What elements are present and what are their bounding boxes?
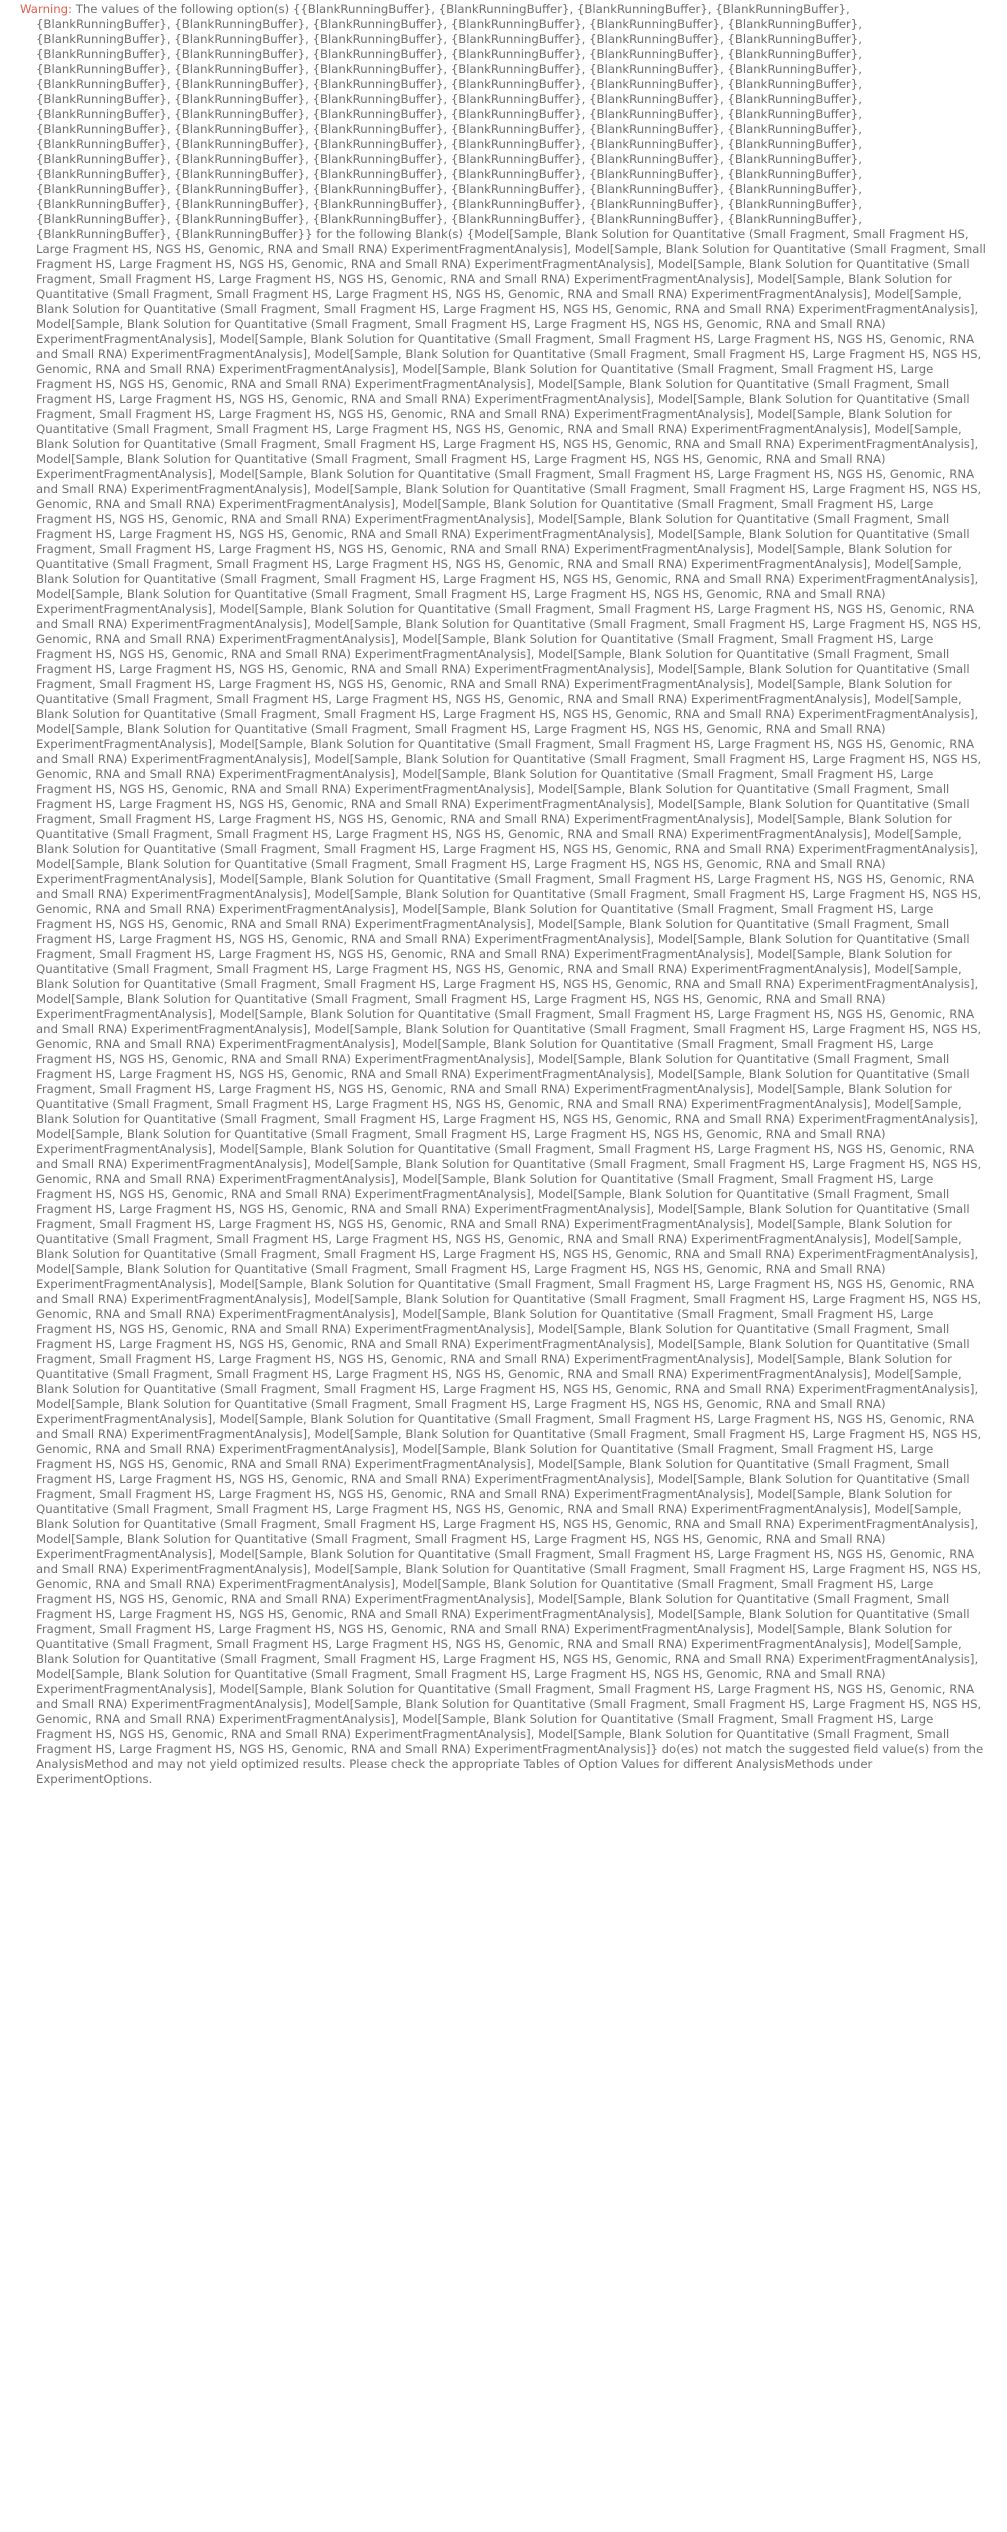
option-item: {BlankRunningBuffer}, bbox=[589, 137, 728, 151]
option-item: {BlankRunningBuffer}, bbox=[312, 212, 451, 226]
model-item: Model[Sample, Blank Solution for Quantitative (Small Fragment, Small Fragment HS, Large Fragment HS, NGS HS, Genomic, RNA and Small RNA) ExperimentFragmentAnalysis], bbox=[36, 752, 982, 781]
option-item: {BlankRunningBuffer}, bbox=[727, 17, 862, 31]
option-item: {BlankRunningBuffer}, bbox=[312, 197, 451, 211]
model-item: Model[Sample, Blank Solution for Quantitative (Small Fragment, Small Fragment HS, Large Fragment HS, NGS HS, Genomic, RNA and Small RNA) ExperimentFragmentAnalysis], bbox=[36, 1502, 979, 1531]
model-item: Model[Sample, Blank Solution for Quantitative (Small Fragment, Small Fragment HS, Large Fragment HS, NGS HS, Genomic, RNA and Small RNA) ExperimentFragmentAnalysis], bbox=[36, 887, 982, 916]
option-item: {BlankRunningBuffer}, bbox=[589, 197, 728, 211]
model-item: Model[Sample, Blank Solution for Quantitative (Small Fragment, Small Fragment HS, Large Fragment HS, NGS HS, Genomic, RNA and Small RNA) ExperimentFragmentAnalysis], bbox=[36, 227, 969, 256]
option-item: {BlankRunningBuffer}, bbox=[438, 2, 577, 16]
model-item: Model[Sample, Blank Solution for Quantitative (Small Fragment, Small Fragment HS, Large Fragment HS, NGS HS, Genomic, RNA and Small RNA) ExperimentFragmentAnalysis], bbox=[36, 1172, 934, 1201]
option-item: {BlankRunningBuffer}, bbox=[36, 152, 175, 166]
model-item: Model[Sample, Blank Solution for Quantitative (Small Fragment, Small Fragment HS, Large Fragment HS, NGS HS, Genomic, RNA and Small RNA) ExperimentFragmentAnalysis], bbox=[36, 497, 934, 526]
model-item: Model[Sample, Blank Solution for Quantitative (Small Fragment, Small Fragment HS, Large Fragment HS, NGS HS, Genomic, RNA and Small RNA) ExperimentFragmentAnalysis], bbox=[36, 1487, 952, 1516]
model-item: Model[Sample, Blank Solution for Quantitative (Small Fragment, Small Fragment HS, Large Fragment HS, NGS HS, Genomic, RNA and Small RNA) ExperimentFragmentAnalysis], bbox=[36, 1397, 886, 1426]
model-item: Model[Sample, Blank Solution for Quantitative (Small Fragment, Small Fragment HS, Large Fragment HS, NGS HS, Genomic, RNA and Small RNA) ExperimentFragmentAnalysis], bbox=[36, 722, 886, 751]
option-item: {BlankRunningBuffer}, bbox=[715, 2, 850, 16]
model-item: Model[Sample, Blank Solution for Quantitative (Small Fragment, Small Fragment HS, Large Fragment HS, NGS HS, Genomic, RNA and Small RNA) ExperimentFragmentAnalysis], bbox=[36, 992, 886, 1021]
model-item: Model[Sample, Blank Solution for Quantitative (Small Fragment, Small Fragment HS, Large Fragment HS, NGS HS, Genomic, RNA and Small RNA) ExperimentFragmentAnalysis], bbox=[36, 1367, 979, 1396]
model-item: Model[Sample, Blank Solution for Quantitative (Small Fragment, Small Fragment HS, Large Fragment HS, NGS HS, Genomic, RNA and Small RNA) ExperimentFragmentAnalysis], bbox=[36, 602, 975, 631]
model-item: Model[Sample, Blank Solution for Quantitative (Small Fragment, Small Fragment HS, Large Fragment HS, NGS HS, Genomic, RNA and Small RNA) ExperimentFragmentAnalysis], bbox=[36, 542, 952, 571]
option-item: {BlankRunningBuffer}, bbox=[576, 2, 716, 16]
model-item: Model[Sample, Blank Solution for Quantitative (Small Fragment, Small Fragment HS, Large Fragment HS, NGS HS, Genomic, RNA and Small RNA) ExperimentFragmentAnalysis], bbox=[36, 1337, 970, 1366]
option-item: {BlankRunningBuffer}, bbox=[312, 17, 451, 31]
warning-label: Warning: bbox=[20, 2, 72, 16]
model-item: Model[Sample, Blank Solution for Quantitative (Small Fragment, Small Fragment HS, Large Fragment HS, NGS HS, Genomic, RNA and Small RNA) ExperimentFragmentAnalysis], bbox=[36, 512, 950, 541]
closing-text: } do(es) not match the suggested field value(s) from the AnalysisMethod and may not yield optimized results. Please check the appropriate Tables of Option Values for different AnalysisMethods under ExperimentOptions. bbox=[36, 1742, 984, 1786]
option-item: {BlankRunningBuffer}, bbox=[589, 77, 728, 91]
option-item: {BlankRunningBuffer}, bbox=[36, 137, 175, 151]
option-item: {BlankRunningBuffer}, bbox=[727, 122, 862, 136]
option-item: {BlankRunningBuffer}, bbox=[589, 32, 728, 46]
model-item: Model[Sample, Blank Solution for Quantitative (Small Fragment, Small Fragment HS, Large Fragment HS, NGS HS, Genomic, RNA and Small RNA) ExperimentFragmentAnalysis], bbox=[36, 1682, 975, 1711]
model-item: Model[Sample, Blank Solution for Quantitative (Small Fragment, Small Fragment HS, Large Fragment HS, NGS HS, Genomic, RNA and Small RNA) ExperimentFragmentAnalysis], bbox=[36, 812, 952, 841]
model-item: Model[Sample, Blank Solution for Quantitative (Small Fragment, Small Fragment HS, Large Fragment HS, NGS HS, Genomic, RNA and Small RNA) ExperimentFragmentAnalysis], bbox=[36, 452, 886, 481]
option-item: {BlankRunningBuffer}, bbox=[450, 197, 590, 211]
model-item: Model[Sample, Blank Solution for Quantitative (Small Fragment, Small Fragment HS, Large Fragment HS, NGS HS, Genomic, RNA and Small RNA) ExperimentFragmentAnalysis], bbox=[36, 1712, 934, 1741]
option-item: {BlankRunningBuffer}, bbox=[174, 137, 313, 151]
model-item: Model[Sample, Blank Solution for Quantitative (Small Fragment, Small Fragment HS, Large Fragment HS, NGS HS, Genomic, RNA and Small RNA) ExperimentFragmentAnalysis], bbox=[36, 962, 979, 991]
model-item: Model[Sample, Blank Solution for Quantitative (Small Fragment, Small Fragment HS, Large Fragment HS, NGS HS, Genomic, RNA and Small RNA) ExperimentFragmentAnalysis] bbox=[36, 1727, 950, 1756]
option-item: {BlankRunningBuffer}, bbox=[36, 227, 175, 241]
model-item: Model[Sample, Blank Solution for Quantitative (Small Fragment, Small Fragment HS, Large Fragment HS, NGS HS, Genomic, RNA and Small RNA) ExperimentFragmentAnalysis], bbox=[36, 1592, 950, 1621]
model-item: Model[Sample, Blank Solution for Quantitative (Small Fragment, Small Fragment HS, Large Fragment HS, NGS HS, Genomic, RNA and Small RNA) ExperimentFragmentAnalysis], bbox=[36, 1142, 975, 1171]
model-item: Model[Sample, Blank Solution for Quantitative (Small Fragment, Small Fragment HS, Large Fragment HS, NGS HS, Genomic, RNA and Small RNA) ExperimentFragmentAnalysis], bbox=[36, 947, 952, 976]
model-item: Model[Sample, Blank Solution for Quantitative (Small Fragment, Small Fragment HS, Large Fragment HS, NGS HS, Genomic, RNA and Small RNA) ExperimentFragmentAnalysis], bbox=[36, 1577, 934, 1606]
model-item: Model[Sample, Blank Solution for Quantitative (Small Fragment, Small Fragment HS, Large Fragment HS, NGS HS, Genomic, RNA and Small RNA) ExperimentFragmentAnalysis], bbox=[36, 797, 970, 826]
option-item: {BlankRunningBuffer}, bbox=[589, 167, 728, 181]
model-item: Model[Sample, Blank Solution for Quantitative (Small Fragment, Small Fragment HS, Large Fragment HS, NGS HS, Genomic, RNA and Small RNA) ExperimentFragmentAnalysis], bbox=[36, 827, 979, 856]
model-item: Model[Sample, Blank Solution for Quantitative (Small Fragment, Small Fragment HS, Large Fragment HS, NGS HS, Genomic, RNA and Small RNA) ExperimentFragmentAnalysis], bbox=[36, 1082, 952, 1111]
model-item: Model[Sample, Blank Solution for Quantitative (Small Fragment, Small Fragment HS, Large Fragment HS, NGS HS, Genomic, RNA and Small RNA) ExperimentFragmentAnalysis], bbox=[36, 932, 970, 961]
model-item: Model[Sample, Blank Solution for Quantitative (Small Fragment, Small Fragment HS, Large Fragment HS, NGS HS, Genomic, RNA and Small RNA) ExperimentFragmentAnalysis], bbox=[36, 1667, 886, 1696]
model-item: Model[Sample, Blank Solution for Quantitative (Small Fragment, Small Fragment HS, Large Fragment HS, NGS HS, Genomic, RNA and Small RNA) ExperimentFragmentAnalysis], bbox=[36, 257, 970, 286]
model-item: Model[Sample, Blank Solution for Quantitative (Small Fragment, Small Fragment HS, Large Fragment HS, NGS HS, Genomic, RNA and Small RNA) ExperimentFragmentAnalysis], bbox=[36, 1097, 979, 1126]
option-item: {BlankRunningBuffer}, bbox=[312, 32, 451, 46]
option-item: {BlankRunningBuffer}, bbox=[450, 17, 590, 31]
option-item: {BlankRunningBuffer}, bbox=[450, 182, 590, 196]
model-item: Model[Sample, Blank Solution for Quantitative (Small Fragment, Small Fragment HS, Large Fragment HS, NGS HS, Genomic, RNA and Small RNA) ExperimentFragmentAnalysis], bbox=[36, 1562, 982, 1591]
model-item: Model[Sample, Blank Solution for Quantitative (Small Fragment, Small Fragment HS, Large Fragment HS, NGS HS, Genomic, RNA and Small RNA) ExperimentFragmentAnalysis], bbox=[36, 692, 979, 721]
option-item: {BlankRunningBuffer}, bbox=[450, 107, 590, 121]
option-item: {BlankRunningBuffer}, bbox=[312, 47, 451, 61]
option-item: {BlankRunningBuffer}, bbox=[36, 182, 175, 196]
model-item: Model[Sample, Blank Solution for Quantitative (Small Fragment, Small Fragment HS, Large Fragment HS, NGS HS, Genomic, RNA and Small RNA) ExperimentFragmentAnalysis], bbox=[36, 467, 975, 496]
option-item: {BlankRunningBuffer}, bbox=[36, 62, 175, 76]
blank-prefix: Blank(s) { bbox=[415, 227, 475, 241]
option-item: {BlankRunningBuffer}, bbox=[300, 2, 439, 16]
option-item: {BlankRunningBuffer}, bbox=[174, 77, 313, 91]
model-item: Model[Sample, Blank Solution for Quantitative (Small Fragment, Small Fragment HS, Large Fragment HS, NGS HS, Genomic, RNA and Small RNA) ExperimentFragmentAnalysis], bbox=[36, 1067, 970, 1096]
model-item: Model[Sample, Blank Solution for Quantitative (Small Fragment, Small Fragment HS, Large Fragment HS, NGS HS, Genomic, RNA and Small RNA) ExperimentFragmentAnalysis], bbox=[36, 242, 986, 271]
model-item: Model[Sample, Blank Solution for Quantitative (Small Fragment, Small Fragment HS, Large Fragment HS, NGS HS, Genomic, RNA and Small RNA) ExperimentFragmentAnalysis], bbox=[36, 332, 975, 361]
option-item: {BlankRunningBuffer}, bbox=[36, 17, 175, 31]
model-item: Model[Sample, Blank Solution for Quantitative (Small Fragment, Small Fragment HS, Large Fragment HS, NGS HS, Genomic, RNA and Small RNA) ExperimentFragmentAnalysis], bbox=[36, 917, 950, 946]
model-item: Model[Sample, Blank Solution for Quantitative (Small Fragment, Small Fragment HS, Large Fragment HS, NGS HS, Genomic, RNA and Small RNA) ExperimentFragmentAnalysis], bbox=[36, 1352, 952, 1381]
model-item: Model[Sample, Blank Solution for Quantitative (Small Fragment, Small Fragment HS, Large Fragment HS, NGS HS, Genomic, RNA and Small RNA) ExperimentFragmentAnalysis], bbox=[36, 1007, 975, 1036]
model-item: Model[Sample, Blank Solution for Quantitative (Small Fragment, Small Fragment HS, Large Fragment HS, NGS HS, Genomic, RNA and Small RNA) ExperimentFragmentAnalysis], bbox=[36, 377, 950, 406]
model-item: Model[Sample, Blank Solution for Quantitative (Small Fragment, Small Fragment HS, Large Fragment HS, NGS HS, Genomic, RNA and Small RNA) ExperimentFragmentAnalysis], bbox=[36, 1412, 975, 1441]
option-item: {BlankRunningBuffer}, bbox=[36, 77, 175, 91]
model-item: Model[Sample, Blank Solution for Quantitative (Small Fragment, Small Fragment HS, Large Fragment HS, NGS HS, Genomic, RNA and Small RNA) ExperimentFragmentAnalysis], bbox=[36, 1457, 950, 1486]
option-item: {BlankRunningBuffer}, bbox=[312, 167, 451, 181]
option-item: {BlankRunningBuffer}, bbox=[450, 92, 590, 106]
option-item: {BlankRunningBuffer}, bbox=[450, 62, 590, 76]
option-item: {BlankRunningBuffer}, bbox=[174, 107, 313, 121]
option-list-close: } for the following bbox=[305, 227, 412, 241]
option-item: {BlankRunningBuffer}, bbox=[174, 152, 313, 166]
option-item: {BlankRunningBuffer}, bbox=[312, 137, 451, 151]
model-item: Model[Sample, Blank Solution for Quantitative (Small Fragment, Small Fragment HS, Large Fragment HS, NGS HS, Genomic, RNA and Small RNA) ExperimentFragmentAnalysis], bbox=[36, 767, 934, 796]
model-item: Model[Sample, Blank Solution for Quantitative (Small Fragment, Small Fragment HS, Large Fragment HS, NGS HS, Genomic, RNA and Small RNA) ExperimentFragmentAnalysis], bbox=[36, 1307, 934, 1336]
option-item: {BlankRunningBuffer}, bbox=[174, 122, 313, 136]
option-item: {BlankRunningBuffer}, bbox=[312, 62, 451, 76]
model-item: Model[Sample, Blank Solution for Quantitative (Small Fragment, Small Fragment HS, Large Fragment HS, NGS HS, Genomic, RNA and Small RNA) ExperimentFragmentAnalysis], bbox=[36, 1607, 970, 1636]
model-item: Model[Sample, Blank Solution for Quantitative (Small Fragment, Small Fragment HS, Large Fragment HS, NGS HS, Genomic, RNA and Small RNA) ExperimentFragmentAnalysis], bbox=[36, 392, 970, 421]
option-item: {BlankRunningBuffer}, bbox=[727, 62, 862, 76]
option-item: {BlankRunningBuffer}, bbox=[727, 107, 862, 121]
model-item: Model[Sample, Blank Solution for Quantitative (Small Fragment, Small Fragment HS, Large Fragment HS, NGS HS, Genomic, RNA and Small RNA) ExperimentFragmentAnalysis], bbox=[36, 857, 886, 886]
option-item: {BlankRunningBuffer}, bbox=[589, 62, 728, 76]
option-item: {BlankRunningBuffer}, bbox=[727, 47, 862, 61]
option-item: {BlankRunningBuffer}, bbox=[450, 152, 590, 166]
model-item: Model[Sample, Blank Solution for Quantitative (Small Fragment, Small Fragment HS, Large Fragment HS, NGS HS, Genomic, RNA and Small RNA) ExperimentFragmentAnalysis], bbox=[36, 677, 952, 706]
option-item: {BlankRunningBuffer}, bbox=[727, 167, 862, 181]
option-item: {BlankRunningBuffer}, bbox=[727, 197, 862, 211]
option-item: {BlankRunningBuffer}, bbox=[589, 212, 728, 226]
model-item: Model[Sample, Blank Solution for Quantitative (Small Fragment, Small Fragment HS, Large Fragment HS, NGS HS, Genomic, RNA and Small RNA) ExperimentFragmentAnalysis], bbox=[36, 587, 886, 616]
option-item: {BlankRunningBuffer}, bbox=[174, 32, 313, 46]
model-item: Model[Sample, Blank Solution for Quantitative (Small Fragment, Small Fragment HS, Large Fragment HS, NGS HS, Genomic, RNA and Small RNA) ExperimentFragmentAnalysis], bbox=[36, 662, 970, 691]
model-item: Model[Sample, Blank Solution for Quantitative (Small Fragment, Small Fragment HS, Large Fragment HS, NGS HS, Genomic, RNA and Small RNA) ExperimentFragmentAnalysis], bbox=[36, 1472, 970, 1501]
option-item: {BlankRunningBuffer}, bbox=[312, 122, 451, 136]
option-item: {BlankRunningBuffer}, bbox=[727, 77, 862, 91]
option-item: {BlankRunningBuffer}, bbox=[312, 77, 451, 91]
model-item: Model[Sample, Blank Solution for Quantitative (Small Fragment, Small Fragment HS, Large Fragment HS, NGS HS, Genomic, RNA and Small RNA) ExperimentFragmentAnalysis], bbox=[36, 1037, 934, 1066]
model-item: Model[Sample, Blank Solution for Quantitative (Small Fragment, Small Fragment HS, Large Fragment HS, NGS HS, Genomic, RNA and Small RNA) ExperimentFragmentAnalysis], bbox=[36, 647, 950, 676]
model-item: Model[Sample, Blank Solution for Quantitative (Small Fragment, Small Fragment HS, Large Fragment HS, NGS HS, Genomic, RNA and Small RNA) ExperimentFragmentAnalysis], bbox=[36, 617, 982, 646]
option-item: {BlankRunningBuffer}, bbox=[450, 32, 590, 46]
option-item: {BlankRunningBuffer}, bbox=[312, 152, 451, 166]
model-item: Model[Sample, Blank Solution for Quantitative (Small Fragment, Small Fragment HS, Large Fragment HS, NGS HS, Genomic, RNA and Small RNA) ExperimentFragmentAnalysis], bbox=[36, 527, 970, 556]
model-list bbox=[36, 227, 986, 1756]
option-item: {BlankRunningBuffer}, bbox=[589, 107, 728, 121]
option-item: {BlankRunningBuffer}, bbox=[174, 197, 313, 211]
model-item: Model[Sample, Blank Solution for Quantitative (Small Fragment, Small Fragment HS, Large Fragment HS, NGS HS, Genomic, RNA and Small RNA) ExperimentFragmentAnalysis], bbox=[36, 902, 934, 931]
model-item: Model[Sample, Blank Solution for Quantitative (Small Fragment, Small Fragment HS, Large Fragment HS, NGS HS, Genomic, RNA and Small RNA) ExperimentFragmentAnalysis], bbox=[36, 1187, 950, 1216]
option-item: {BlankRunningBuffer}, bbox=[36, 107, 175, 121]
option-item: {BlankRunningBuffer}, bbox=[589, 47, 728, 61]
model-item: Model[Sample, Blank Solution for Quantitative (Small Fragment, Small Fragment HS, Large Fragment HS, NGS HS, Genomic, RNA and Small RNA) ExperimentFragmentAnalysis], bbox=[36, 1292, 982, 1321]
model-item: Model[Sample, Blank Solution for Quantitative (Small Fragment, Small Fragment HS, Large Fragment HS, NGS HS, Genomic, RNA and Small RNA) ExperimentFragmentAnalysis], bbox=[36, 1277, 975, 1306]
option-item: {BlankRunningBuffer}, bbox=[36, 167, 175, 181]
model-item: Model[Sample, Blank Solution for Quantitative (Small Fragment, Small Fragment HS, Large Fragment HS, NGS HS, Genomic, RNA and Small RNA) ExperimentFragmentAnalysis], bbox=[36, 1127, 886, 1156]
option-item: {BlankRunningBuffer}, bbox=[174, 62, 313, 76]
model-item: Model[Sample, Blank Solution for Quantitative (Small Fragment, Small Fragment HS, Large Fragment HS, NGS HS, Genomic, RNA and Small RNA) ExperimentFragmentAnalysis], bbox=[36, 557, 979, 586]
option-item: {BlankRunningBuffer}, bbox=[450, 167, 590, 181]
model-item: Model[Sample, Blank Solution for Quantitative (Small Fragment, Small Fragment HS, Large Fragment HS, NGS HS, Genomic, RNA and Small RNA) ExperimentFragmentAnalysis], bbox=[36, 1202, 970, 1231]
model-item: Model[Sample, Blank Solution for Quantitative (Small Fragment, Small Fragment HS, Large Fragment HS, NGS HS, Genomic, RNA and Small RNA) ExperimentFragmentAnalysis], bbox=[36, 782, 950, 811]
option-item: {BlankRunningBuffer}, bbox=[36, 32, 175, 46]
model-item: Model[Sample, Blank Solution for Quantitative (Small Fragment, Small Fragment HS, Large Fragment HS, NGS HS, Genomic, RNA and Small RNA) ExperimentFragmentAnalysis], bbox=[36, 1022, 982, 1051]
option-item: {BlankRunningBuffer}, bbox=[589, 122, 728, 136]
model-item: Model[Sample, Blank Solution for Quantitative (Small Fragment, Small Fragment HS, Large Fragment HS, NGS HS, Genomic, RNA and Small RNA) ExperimentFragmentAnalysis], bbox=[36, 287, 979, 316]
model-item: Model[Sample, Blank Solution for Quantitative (Small Fragment, Small Fragment HS, Large Fragment HS, NGS HS, Genomic, RNA and Small RNA) ExperimentFragmentAnalysis], bbox=[36, 1547, 975, 1576]
model-item: Model[Sample, Blank Solution for Quantitative (Small Fragment, Small Fragment HS, Large Fragment HS, NGS HS, Genomic, RNA and Small RNA) ExperimentFragmentAnalysis], bbox=[36, 1262, 886, 1291]
option-item: {BlankRunningBuffer}, bbox=[36, 212, 175, 226]
option-item: {BlankRunningBuffer}, bbox=[174, 17, 313, 31]
option-item: {BlankRunningBuffer}, bbox=[727, 137, 862, 151]
option-item: {BlankRunningBuffer}, bbox=[727, 182, 862, 196]
option-item: {BlankRunningBuffer}, bbox=[174, 47, 313, 61]
model-item: Model[Sample, Blank Solution for Quantitative (Small Fragment, Small Fragment HS, Large Fragment HS, NGS HS, Genomic, RNA and Small RNA) ExperimentFragmentAnalysis], bbox=[36, 1622, 952, 1651]
model-item: Model[Sample, Blank Solution for Quantitative (Small Fragment, Small Fragment HS, Large Fragment HS, NGS HS, Genomic, RNA and Small RNA) ExperimentFragmentAnalysis], bbox=[36, 1157, 982, 1186]
option-item: {BlankRunningBuffer}, bbox=[36, 47, 175, 61]
model-item: Model[Sample, Blank Solution for Quantitative (Small Fragment, Small Fragment HS, Large Fragment HS, NGS HS, Genomic, RNA and Small RNA) ExperimentFragmentAnalysis], bbox=[36, 317, 886, 346]
option-item: {BlankRunningBuffer}, bbox=[727, 212, 862, 226]
option-item: {BlankRunningBuffer}, bbox=[589, 152, 728, 166]
model-item: Model[Sample, Blank Solution for Quantitative (Small Fragment, Small Fragment HS, Large Fragment HS, NGS HS, Genomic, RNA and Small RNA) ExperimentFragmentAnalysis], bbox=[36, 1637, 979, 1666]
model-item: Model[Sample, Blank Solution for Quantitative (Small Fragment, Small Fragment HS, Large Fragment HS, NGS HS, Genomic, RNA and Small RNA) ExperimentFragmentAnalysis], bbox=[36, 1052, 950, 1081]
model-item: Model[Sample, Blank Solution for Quantitative (Small Fragment, Small Fragment HS, Large Fragment HS, NGS HS, Genomic, RNA and Small RNA) ExperimentFragmentAnalysis], bbox=[36, 362, 934, 391]
model-item: Model[Sample, Blank Solution for Quantitative (Small Fragment, Small Fragment HS, Large Fragment HS, NGS HS, Genomic, RNA and Small RNA) ExperimentFragmentAnalysis], bbox=[36, 1232, 979, 1261]
model-item: Model[Sample, Blank Solution for Quantitative (Small Fragment, Small Fragment HS, Large Fragment HS, NGS HS, Genomic, RNA and Small RNA) ExperimentFragmentAnalysis], bbox=[36, 1217, 952, 1246]
option-list bbox=[36, 2, 862, 241]
warning-intro: The values of the following option(s) { bbox=[75, 2, 301, 16]
model-item: Model[Sample, Blank Solution for Quantitative (Small Fragment, Small Fragment HS, Large Fragment HS, NGS HS, Genomic, RNA and Small RNA) ExperimentFragmentAnalysis], bbox=[36, 632, 934, 661]
model-item: Model[Sample, Blank Solution for Quantitative (Small Fragment, Small Fragment HS, Large Fragment HS, NGS HS, Genomic, RNA and Small RNA) ExperimentFragmentAnalysis], bbox=[36, 347, 982, 376]
option-item: {BlankRunningBuffer}, bbox=[450, 47, 590, 61]
option-item: {BlankRunningBuffer}, bbox=[727, 32, 862, 46]
model-item: Model[Sample, Blank Solution for Quantitative (Small Fragment, Small Fragment HS, Large Fragment HS, NGS HS, Genomic, RNA and Small RNA) ExperimentFragmentAnalysis], bbox=[36, 872, 975, 901]
warning-paragraph bbox=[20, 2, 987, 1787]
option-item: {BlankRunningBuffer}, bbox=[36, 197, 175, 211]
option-item: {BlankRunningBuffer}, bbox=[174, 212, 313, 226]
model-item: Model[Sample, Blank Solution for Quantitative (Small Fragment, Small Fragment HS, Large Fragment HS, NGS HS, Genomic, RNA and Small RNA) ExperimentFragmentAnalysis], bbox=[36, 272, 952, 301]
option-item: {BlankRunningBuffer}, bbox=[450, 122, 590, 136]
option-item: {BlankRunningBuffer}, bbox=[36, 122, 175, 136]
option-item: {BlankRunningBuffer}, bbox=[36, 92, 175, 106]
model-item: Model[Sample, Blank Solution for Quantitative (Small Fragment, Small Fragment HS, Large Fragment HS, NGS HS, Genomic, RNA and Small RNA) ExperimentFragmentAnalysis], bbox=[36, 407, 952, 436]
model-item: Model[Sample, Blank Solution for Quantitative (Small Fragment, Small Fragment HS, Large Fragment HS, NGS HS, Genomic, RNA and Small RNA) ExperimentFragmentAnalysis], bbox=[36, 1532, 886, 1561]
option-item: {BlankRunningBuffer}, bbox=[589, 92, 728, 106]
model-item: Model[Sample, Blank Solution for Quantitative (Small Fragment, Small Fragment HS, Large Fragment HS, NGS HS, Genomic, RNA and Small RNA) ExperimentFragmentAnalysis], bbox=[36, 1322, 950, 1351]
option-item: {BlankRunningBuffer}, bbox=[174, 167, 313, 181]
model-item: Model[Sample, Blank Solution for Quantitative (Small Fragment, Small Fragment HS, Large Fragment HS, NGS HS, Genomic, RNA and Small RNA) ExperimentFragmentAnalysis], bbox=[36, 482, 982, 511]
option-item: {BlankRunningBuffer}, bbox=[450, 77, 590, 91]
model-item: Model[Sample, Blank Solution for Quantitative (Small Fragment, Small Fragment HS, Large Fragment HS, NGS HS, Genomic, RNA and Small RNA) ExperimentFragmentAnalysis], bbox=[36, 422, 979, 451]
option-item: {BlankRunningBuffer}, bbox=[589, 17, 728, 31]
model-item: Model[Sample, Blank Solution for Quantitative (Small Fragment, Small Fragment HS, Large Fragment HS, NGS HS, Genomic, RNA and Small RNA) ExperimentFragmentAnalysis], bbox=[36, 737, 975, 766]
model-item: Model[Sample, Blank Solution for Quantitative (Small Fragment, Small Fragment HS, Large Fragment HS, NGS HS, Genomic, RNA and Small RNA) ExperimentFragmentAnalysis], bbox=[36, 1442, 934, 1471]
option-item: {BlankRunningBuffer}, bbox=[589, 182, 728, 196]
model-item: Model[Sample, Blank Solution for Quantitative (Small Fragment, Small Fragment HS, Large Fragment HS, NGS HS, Genomic, RNA and Small RNA) ExperimentFragmentAnalysis], bbox=[36, 1427, 982, 1456]
option-item: {BlankRunningBuffer}, bbox=[312, 92, 451, 106]
option-item: {BlankRunningBuffer}, bbox=[312, 182, 451, 196]
option-item: {BlankRunningBuffer}, bbox=[174, 182, 313, 196]
option-item: {BlankRunningBuffer}, bbox=[727, 152, 862, 166]
option-item: {BlankRunningBuffer}, bbox=[450, 137, 590, 151]
option-item: {BlankRunningBuffer} bbox=[174, 227, 306, 241]
option-item: {BlankRunningBuffer}, bbox=[312, 107, 451, 121]
option-item: {BlankRunningBuffer}, bbox=[174, 92, 313, 106]
option-item: {BlankRunningBuffer}, bbox=[450, 212, 590, 226]
model-item: Model[Sample, Blank Solution for Quantitative (Small Fragment, Small Fragment HS, Large Fragment HS, NGS HS, Genomic, RNA and Small RNA) ExperimentFragmentAnalysis], bbox=[36, 1697, 982, 1726]
option-item: {BlankRunningBuffer}, bbox=[727, 92, 862, 106]
